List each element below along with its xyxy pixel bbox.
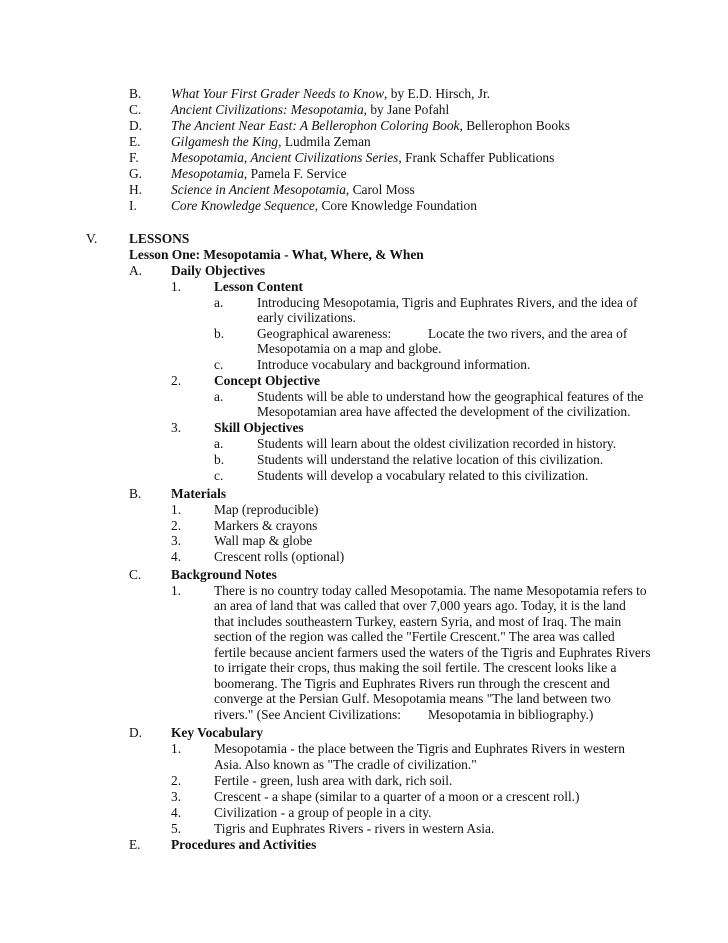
outline-marker: 1.: [171, 583, 182, 598]
bib-title: Ancient Civilizations: Mesopotamia: [171, 102, 364, 117]
outline-marker: a.: [214, 295, 224, 310]
material-item: Crescent rolls (optional): [214, 549, 345, 564]
bib-author: , Carol Moss: [345, 182, 415, 197]
subsection-heading: Daily Objectives: [171, 263, 266, 278]
bib-entry: [171, 86, 490, 102]
bib-author: , Core Knowledge Foundation: [314, 198, 477, 213]
outline-marker: 4.: [171, 549, 182, 564]
objective-text: Locate the two rivers, and the area of: [428, 326, 628, 341]
bib-author: , by Jane Pofahl: [363, 102, 450, 117]
background-text: that includes southeastern Turkey, eastern Syria, and most of Iraq. The main: [214, 614, 622, 629]
background-text: an area of land that was called that over 7,000 years ago. Today, it is the land: [214, 598, 626, 613]
outline-marker: 1.: [171, 279, 182, 294]
section-heading: LESSONS: [129, 231, 190, 246]
bib-entry: [171, 182, 415, 198]
bib-marker: C.: [129, 102, 142, 117]
vocabulary-item: Crescent - a shape (similar to a quarter of a moon or a crescent roll.): [214, 789, 580, 804]
bib-marker: F.: [129, 150, 139, 165]
vocabulary-item: Asia. Also known as "The cradle of civilization.": [214, 757, 477, 772]
bib-entry: [171, 134, 371, 150]
objective-text: Students will develop a vocabulary related to this civilization.: [257, 468, 589, 483]
objective-heading: Lesson Content: [214, 279, 303, 294]
bib-title: Mesopotamia, Ancient Civilizations Series: [171, 150, 399, 165]
outline-marker: b.: [214, 326, 225, 341]
objective-text: Introduce vocabulary and background information.: [257, 357, 531, 372]
outline-marker: E.: [129, 837, 141, 852]
outline-marker: 1.: [171, 741, 182, 756]
outline-marker: 3.: [171, 789, 182, 804]
vocabulary-item: Mesopotamia - the place between the Tigris and Euphrates Rivers in western: [214, 741, 625, 756]
objective-text: Students will learn about the oldest civilization recorded in history.: [257, 436, 617, 451]
objective-text: Geographical awareness:: [257, 326, 392, 341]
background-text: Mesopotamia in bibliography.): [428, 707, 594, 722]
outline-marker: 2.: [171, 773, 182, 788]
bib-marker: I.: [129, 198, 137, 213]
outline-marker: A.: [129, 263, 143, 278]
bib-author: , by E.D. Hirsch, Jr.: [384, 86, 491, 101]
vocabulary-item: Tigris and Euphrates Rivers - rivers in western Asia.: [214, 821, 495, 836]
subsection-heading: Key Vocabulary: [171, 725, 263, 740]
bib-title: Mesopotamia: [171, 166, 244, 181]
objective-text: Students will be able to understand how the geographical features of the: [257, 389, 644, 404]
objective-heading: Concept Objective: [214, 373, 320, 388]
section-marker: V.: [86, 231, 98, 246]
bib-entry: [171, 198, 477, 214]
background-text: There is no country today called Mesopotamia. The name Mesopotamia refers to: [214, 583, 647, 598]
objective-heading: Skill Objectives: [214, 420, 304, 435]
outline-marker: C.: [129, 567, 142, 582]
outline-marker: 2.: [171, 518, 182, 533]
bib-author: , Pamela F. Service: [243, 166, 347, 181]
outline-marker: c.: [214, 357, 224, 372]
bib-entry: [171, 102, 449, 118]
outline-marker: b.: [214, 452, 225, 467]
bib-title: Science in Ancient Mesopotamia: [171, 182, 346, 197]
bib-marker: D.: [129, 118, 143, 133]
objective-text: Mesopotamian area have affected the development of the civilization.: [257, 404, 631, 419]
bib-marker: B.: [129, 86, 142, 101]
material-item: Markers & crayons: [214, 518, 318, 533]
background-text: boomerang. The Tigris and Euphrates Rivers run through the crescent and: [214, 676, 610, 691]
objective-text: Mesopotamia on a map and globe.: [257, 341, 442, 356]
objective-text: Introducing Mesopotamia, Tigris and Euphrates Rivers, and the idea of: [257, 295, 638, 310]
outline-marker: 2.: [171, 373, 182, 388]
outline-marker: 5.: [171, 821, 182, 836]
objective-text: Students will understand the relative location of this civilization.: [257, 452, 604, 467]
background-text: section of the region was called the "Fertile Crescent." The area was called: [214, 629, 615, 644]
material-item: Wall map & globe: [214, 533, 313, 548]
vocabulary-item: Fertile - green, lush area with dark, rich soil.: [214, 773, 453, 788]
bib-title: Core Knowledge Sequence: [171, 198, 315, 213]
background-text: fertile because ancient farmers used the waters of the Tigris and Euphrates Rivers: [214, 645, 651, 660]
outline-marker: 4.: [171, 805, 182, 820]
outline-marker: B.: [129, 486, 142, 501]
outline-marker: D.: [129, 725, 143, 740]
subsection-heading: Materials: [171, 486, 227, 501]
bib-author: , Ludmila Zeman: [278, 134, 371, 149]
outline-marker: 1.: [171, 502, 182, 517]
vocabulary-item: Civilization - a group of people in a city.: [214, 805, 432, 820]
objective-text: early civilizations.: [257, 310, 356, 325]
outline-marker: 3.: [171, 420, 182, 435]
bib-title: What Your First Grader Needs to Know: [171, 86, 385, 101]
bib-author: , Bellerophon Books: [459, 118, 570, 133]
outline-marker: a.: [214, 436, 224, 451]
background-text: converge at the Persian Gulf. Mesopotamia means "The land between two: [214, 691, 611, 706]
subsection-heading: Procedures and Activities: [171, 837, 317, 852]
bib-marker: H.: [129, 182, 143, 197]
bib-marker: E.: [129, 134, 141, 149]
bib-title: Gilgamesh the King: [171, 134, 279, 149]
bib-author: , Frank Schaffer Publications: [398, 150, 555, 165]
lesson-title: Lesson One: Mesopotamia - What, Where, & When: [129, 247, 424, 262]
background-text: to irrigate their crops, thus making the soil fertile. The crescent looks like a: [214, 660, 617, 675]
bib-title: The Ancient Near East: A Bellerophon Coloring Book: [171, 118, 460, 133]
outline-marker: c.: [214, 468, 224, 483]
bib-entry: [171, 150, 554, 166]
outline-marker: a.: [214, 389, 224, 404]
bib-marker: G.: [129, 166, 143, 181]
outline-marker: 3.: [171, 533, 182, 548]
material-item: Map (reproducible): [214, 502, 319, 517]
bib-entry: [171, 166, 347, 182]
background-text: rivers." (See Ancient Civilizations:: [214, 707, 401, 722]
bib-entry: [171, 118, 570, 134]
subsection-heading: Background Notes: [171, 567, 277, 582]
